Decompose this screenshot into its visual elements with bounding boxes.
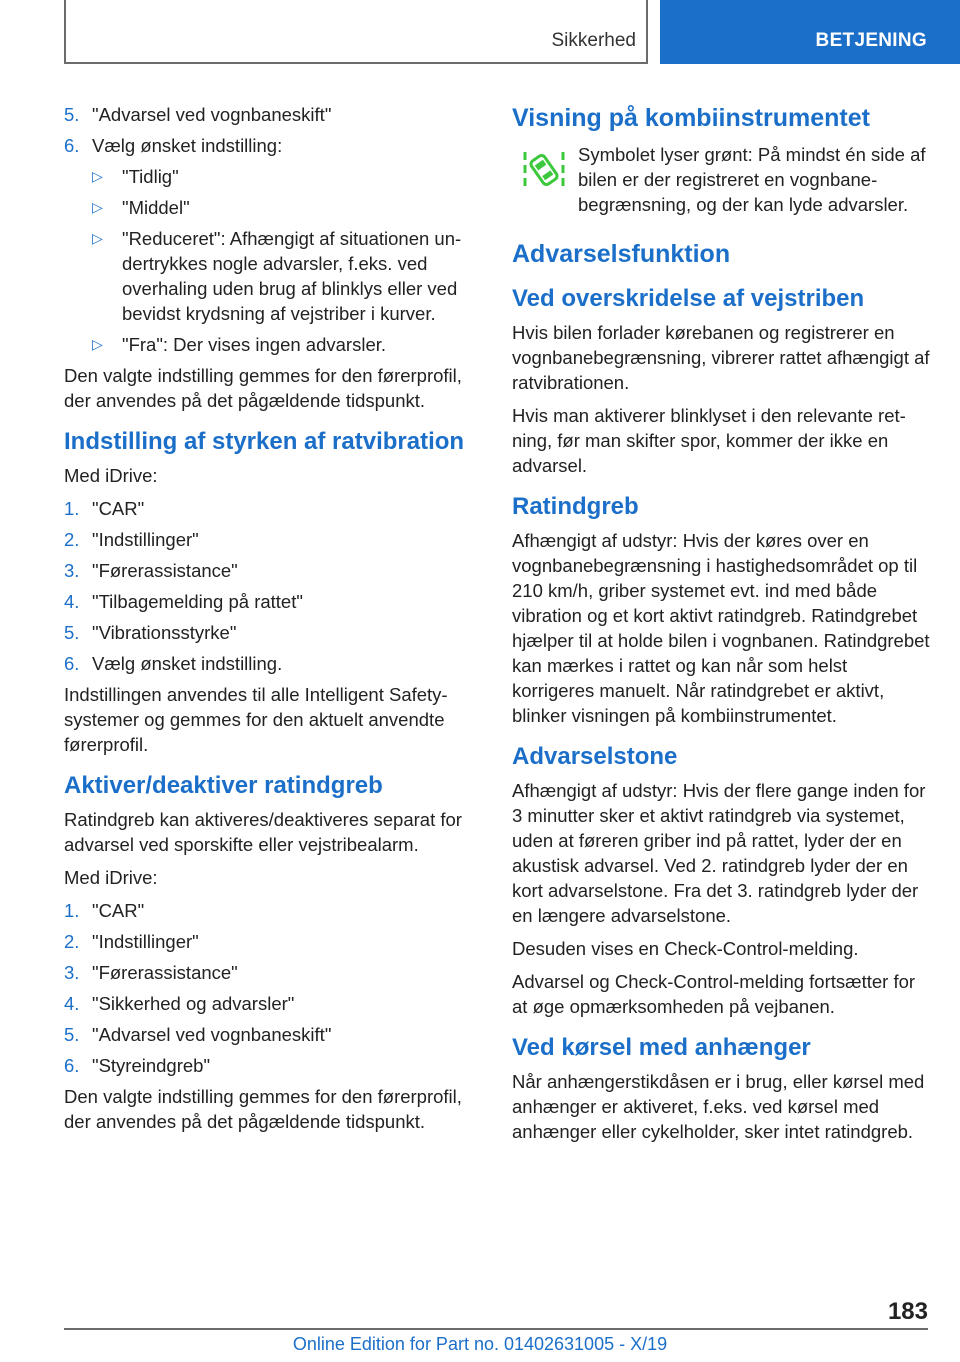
- triangle-bullet-icon: ▷: [92, 168, 103, 184]
- list-item: 5. "Advarsel ved vognbaneskift": [64, 1024, 332, 1045]
- heading-advarselstone: Advarselstone: [512, 743, 678, 770]
- list-item: ▷ "Tidlig": [92, 166, 179, 187]
- list-item: 6. Vælg ønsket indstilling:: [64, 135, 283, 156]
- triangle-bullet-icon: ▷: [92, 230, 103, 246]
- paragraph: Når anhængerstikdåsen er i brug, eller kørsel med anhænger er aktiveret, f.eks. ved kørsel med anhænger eller cykelholder, sker intet ratindgreb.: [512, 1071, 925, 1142]
- lane-departure-icon: [522, 146, 566, 192]
- heading-aktiver: Aktiver/deaktiver ratindgreb: [64, 772, 383, 799]
- heading-advarselsfunktion: Advarselsfunktion: [512, 240, 731, 268]
- paragraph: Ratindgreb kan aktiveres/deaktiveres separat for advarsel ved sporskifte eller vejstribealarm.: [64, 809, 462, 855]
- heading-ratindgreb: Ratindgreb: [512, 493, 639, 520]
- option-list: [64, 164, 480, 357]
- paragraph: Indstillingen anvendes til alle Intelligent Safety-systemer og gemmes for den aktuelt anvendte førerprofil.: [64, 684, 448, 755]
- list-item: 4. "Sikkerhed og advarsler": [64, 993, 295, 1014]
- list-item: 5. "Vibrationsstyrke": [64, 622, 237, 643]
- list-item: 5. "Advarsel ved vognbaneskift": [64, 104, 332, 125]
- list-item: 1. "CAR": [64, 498, 145, 519]
- list-item: 6. Vælg ønsket indstilling.: [64, 653, 283, 674]
- paragraph: Den valgte indstilling gemmes for den førerprofil, der anvendes på det pågældende tidspunkt.: [64, 1086, 462, 1132]
- list-item: ▷ "Fra": Der vises ingen advarsler.: [92, 334, 387, 355]
- list-item: 4. "Tilbagemelding på rattet": [64, 591, 303, 612]
- footer-divider: [64, 1328, 928, 1330]
- chapter-title: BETJENING: [815, 30, 927, 51]
- list-item: ▷ "Reduceret": Afhængigt af situationen undertrykkes nogle advarsler, f.eks. ved overhaling uden brug af blinklys eller ved bevidst krydsning af vejstriber i kurver.: [92, 228, 462, 324]
- paragraph: Med iDrive:: [64, 465, 158, 486]
- heading-vibration: Indstilling af styrken af ratvibration: [64, 428, 465, 455]
- list-item: 2. "Indstillinger": [64, 529, 199, 550]
- paragraph: Desuden vises en Check-Control-melding.: [512, 938, 859, 959]
- paragraph: Den valgte indstilling gemmes for den førerprofil, der anvendes på det pågældende tidspunkt.: [64, 365, 462, 411]
- triangle-bullet-icon: ▷: [92, 336, 103, 352]
- step-list-a: [64, 102, 480, 158]
- list-item: 1. "CAR": [64, 900, 145, 921]
- page-number: 183: [887, 1298, 928, 1325]
- paragraph: Advarsel og Check-Control-melding fortsætter for at øge opmærksomheden på vejbanen.: [512, 971, 916, 1017]
- list-item: ▷ "Middel": [92, 197, 190, 218]
- section-title: Sikkerhed: [551, 30, 636, 51]
- chapter-tab[interactable]: [660, 0, 960, 64]
- paragraph: Symbolet lyser grønt: På mindst én side af bilen er der registreret en vognbanebegrænsning, og der kan lyde advarsler.: [578, 144, 926, 215]
- step-list-b: [64, 496, 480, 676]
- list-item: 6. "Styreindgreb": [64, 1055, 211, 1076]
- paragraph: Hvis bilen forlader kørebanen og registrerer en vognbanebegrænsning, vibrerer rattet afhængigt af ratvibrationen.: [512, 322, 930, 393]
- right-column: [512, 102, 932, 1152]
- left-column: [64, 102, 480, 1142]
- paragraph: Afhængigt af udstyr: Hvis der køres over en vognbanebegrænsning i hastighedsområdet op til 210 km/h, griber systemet evt. ind med både vibration og et kort aktivt ratindgreb. Ratindgrebet hjælper til at holde bilen i vognbanen. Ratindgrebet kan mærkes i rattet og kan når som helst korrigeres manuelt. Når ratindgrebet er aktivt, blinker visningen på kombiinstrumentet.: [512, 530, 930, 726]
- heading-visning: Visning på kombiinstrumentet: [512, 104, 870, 132]
- paragraph: Med iDrive:: [64, 867, 158, 888]
- heading-anhaenger: Ved kørsel med anhænger: [512, 1034, 811, 1061]
- heading-overskridelse: Ved overskridelse af vejstriben: [512, 285, 865, 312]
- paragraph: Hvis man aktiverer blinklyset i den relevante retning, før man skifter spor, kommer der ikke en advarsel.: [512, 405, 906, 476]
- list-item: 3. "Førerassistance": [64, 962, 238, 983]
- symbol-row: [512, 142, 932, 222]
- step-list-c: [64, 898, 480, 1078]
- edition-link[interactable]: Online Edition for Part no. 01402631005 - X/19: [292, 1334, 668, 1354]
- paragraph: Afhængigt af udstyr: Hvis der flere gange inden for 3 minutter sker et aktivt ratindgreb via systemet, uden at føreren griber ind på rattet, lyder der en akustisk advarsel. Ved 2. ratindgreb lyder der en kort advarselstone. Fra det 3. ratindgreb lyder der en længere advarselstone.: [512, 780, 926, 926]
- list-item: 2. "Indstillinger": [64, 931, 199, 952]
- triangle-bullet-icon: ▷: [92, 199, 103, 215]
- list-item: 3. "Førerassistance": [64, 560, 238, 581]
